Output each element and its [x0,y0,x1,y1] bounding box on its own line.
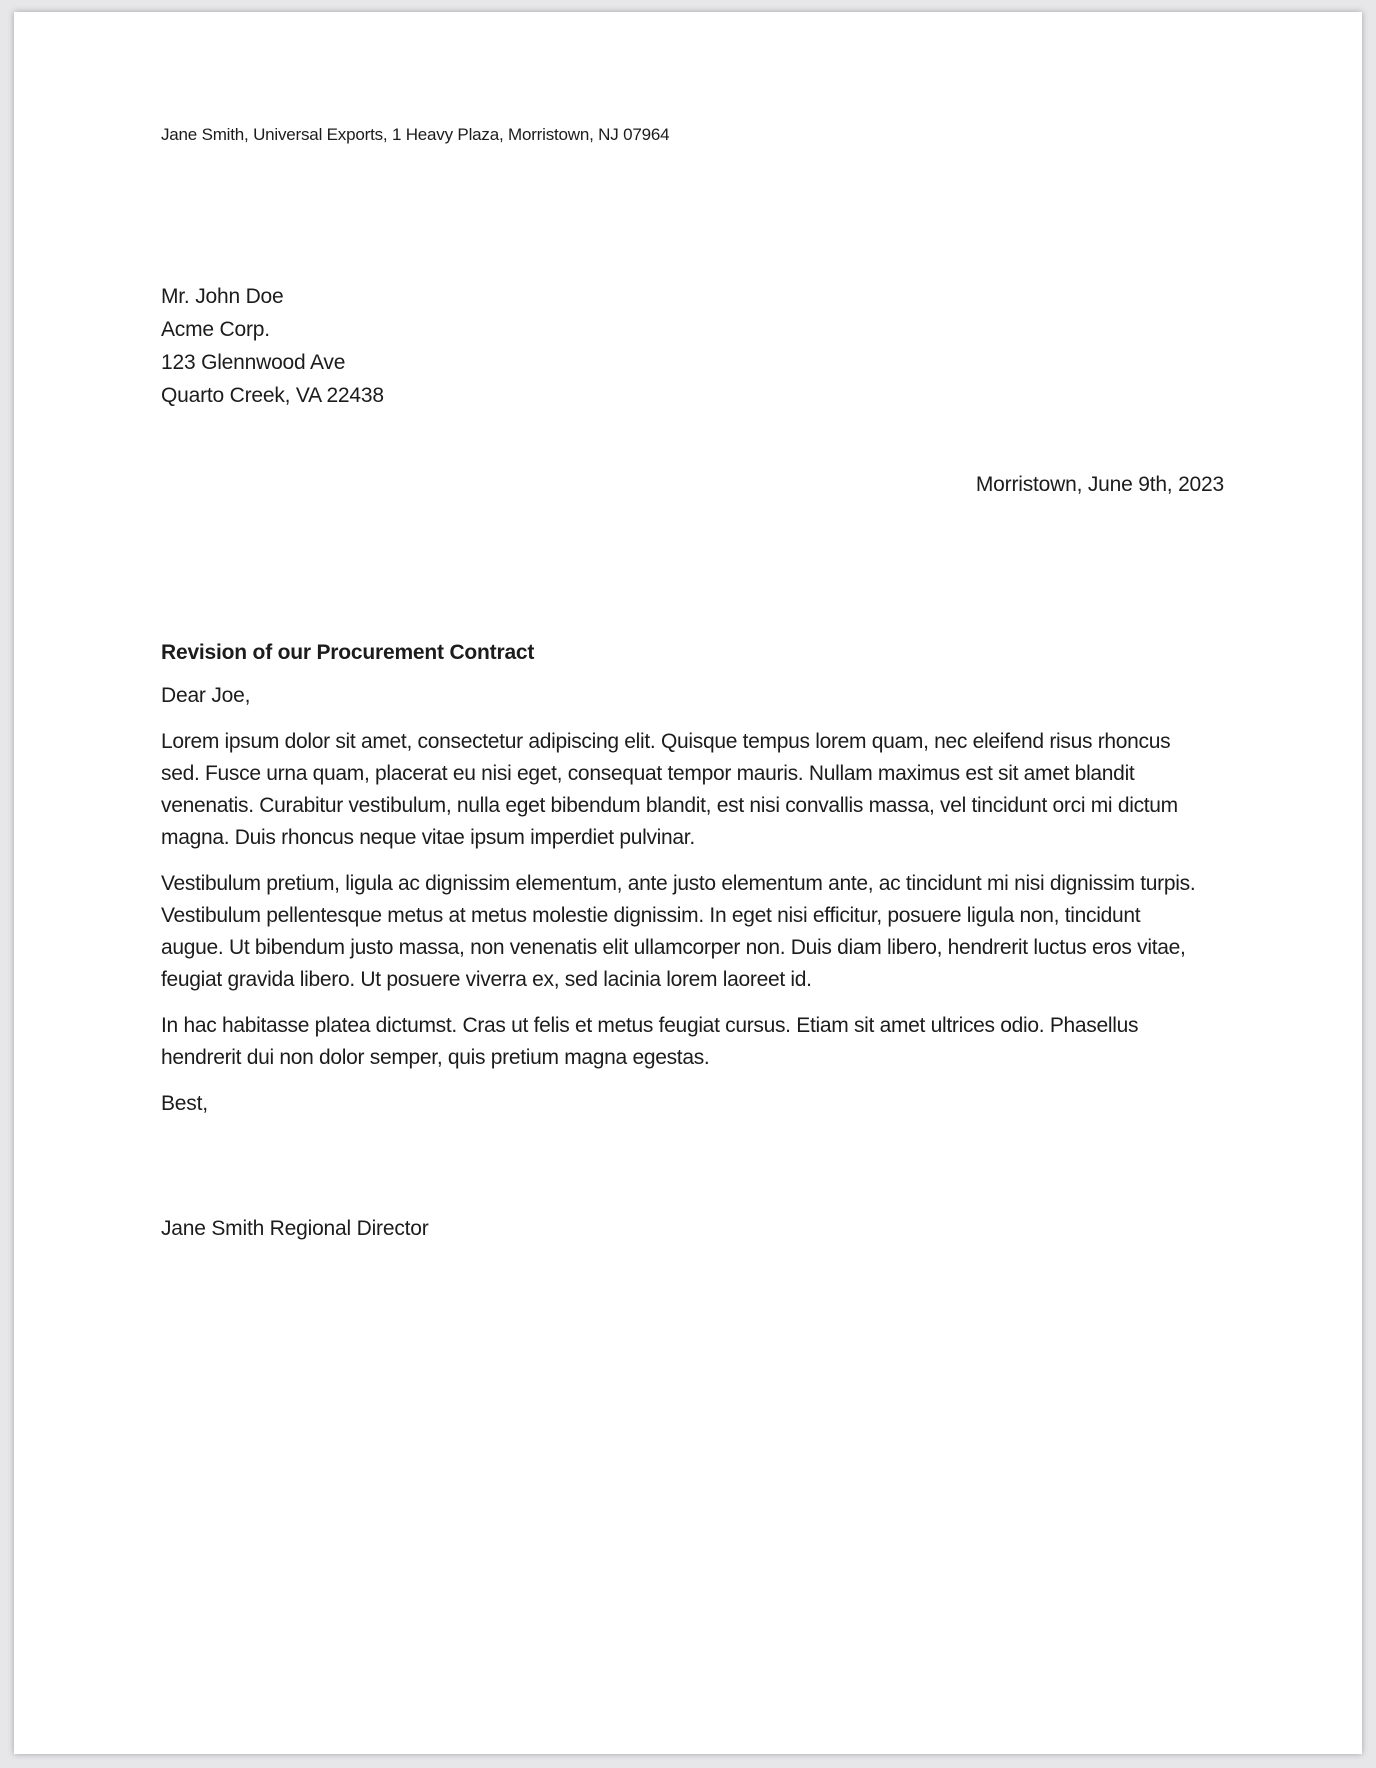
recipient-street: 123 Glennwood Ave [161,351,346,374]
place-and-date-line: Morristown, June 9th, 2023 [975,473,1224,496]
signature-line: Jane Smith Regional Director [161,1217,429,1240]
recipient-city: Quarto Creek, VA 22438 [161,384,384,407]
salutation: Dear Joe, [161,684,251,707]
recipient-address-block [161,280,1224,412]
recipient-name: Mr. John Doe [161,285,284,308]
body-paragraph-3: In hac habitasse platea dictumst. Cras ut felis et metus feugiat cursus. Etiam sit amet ultrices odio. Phasellus hendrerit dui non dolor semper, quis pretium magna egestas. [161,1014,1139,1069]
recipient-company: Acme Corp. [161,318,270,341]
body-paragraph-2: Vestibulum pretium, ligula ac dignissim elementum, ante justo elementum ante, ac tincidunt mi nisi dignissim turpis. Vestibulum pellentesque metus at metus molestie dignissim. In eget nisi efficitur, posuere ligula non, tincidunt augue. Ut bibendum justo massa, non venenatis elit ullamcorper non. Duis diam libero, hendrerit luctus eros vitae, feugiat gravida libero. Ut posuere viverra ex, sed lacinia lorem laoreet id. [161,872,1196,991]
body-paragraph-1: Lorem ipsum dolor sit amet, consectetur adipiscing elit. Quisque tempus lorem quam, nec eleifend risus rhoncus sed. Fusce urna quam, placerat eu nisi eget, consequat tempor mauris. Nullam maximus est sit amet blandit venenatis. Curabitur vestibulum, nulla eget bibendum blandit, est nisi convallis massa, vel tincidunt orci mi dictum magna. Duis rhoncus neque vitae ipsum imperdiet pulvinar. [161,730,1178,849]
sender-address-line: Jane Smith, Universal Exports, 1 Heavy Plaza, Morristown, NJ 07964 [161,125,670,144]
closing-valediction: Best, [161,1092,208,1115]
letter-page [14,12,1362,1754]
subject-line: Revision of our Procurement Contract [161,641,535,664]
